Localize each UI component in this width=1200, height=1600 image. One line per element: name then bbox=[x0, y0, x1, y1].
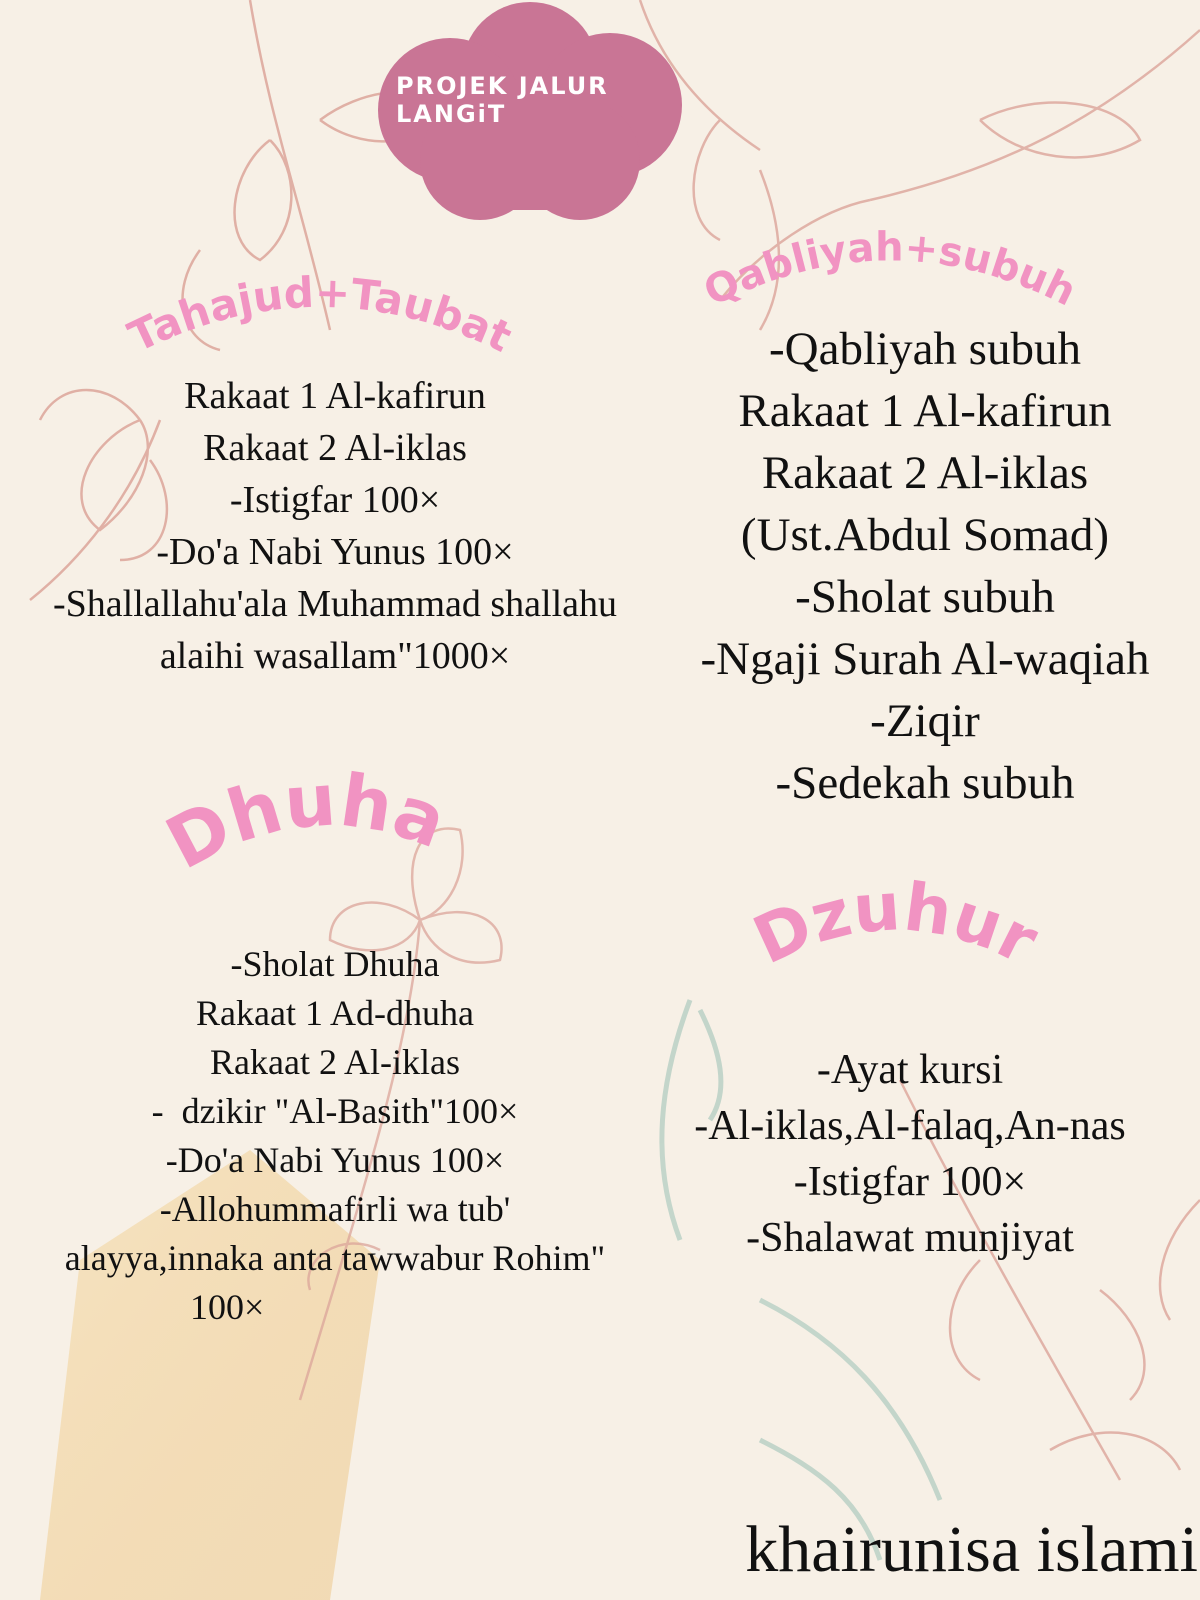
list-line: Rakaat 1 Al-kafirun bbox=[184, 375, 486, 417]
section-tahajud-list bbox=[0, 370, 670, 682]
list-line: 100× bbox=[190, 1287, 265, 1327]
list-line: Rakaat 1 Al-kafirun bbox=[738, 385, 1112, 437]
list-line: -Shalawat munjiyat bbox=[746, 1215, 1074, 1261]
section-title-dhuha bbox=[150, 760, 470, 890]
list-line: -Istigfar 100× bbox=[229, 479, 441, 521]
list-line: -Ayat kursi bbox=[816, 1047, 1004, 1093]
section-qabliyah-list bbox=[660, 318, 1190, 814]
svg-text:Qabliyah+subuh: Qabliyah+subuh bbox=[697, 224, 1084, 316]
list-line: Rakaat 2 Al-iklas bbox=[203, 427, 467, 469]
list-line: -Do'a Nabi Yunus 100× bbox=[156, 531, 514, 573]
list-line: - dzikir "Al-Basith"100× bbox=[151, 1091, 519, 1131]
author-signature: khairunisa islami bbox=[745, 1513, 1198, 1586]
list-line: -Istigfar 100× bbox=[793, 1159, 1027, 1205]
list-line: -Shallallahu'ala Muhammad shallahu bbox=[52, 583, 618, 625]
list-line: (Ust.Abdul Somad) bbox=[740, 509, 1110, 561]
list-line: -Qabliyah subuh bbox=[769, 323, 1081, 375]
list-line: alayya,innaka anta tawwabur Rohim" bbox=[64, 1238, 606, 1278]
list-line: -Sedekah subuh bbox=[775, 757, 1075, 809]
list-line: -Ngaji Surah Al-waqiah bbox=[700, 633, 1150, 685]
list-line: -Sholat subuh bbox=[795, 571, 1055, 623]
list-line: -Sholat Dhuha bbox=[230, 944, 440, 984]
svg-text:Tahajud+Taubat: Tahajud+Taubat bbox=[120, 267, 520, 362]
list-line: -Allohummafirli wa tub' bbox=[159, 1189, 511, 1229]
list-line: -Al-iklas,Al-falaq,An-nas bbox=[694, 1103, 1126, 1149]
svg-text:Dhuha: Dhuha bbox=[152, 760, 457, 886]
section-title-tahajud bbox=[100, 262, 540, 372]
section-title-qabliyah bbox=[690, 218, 1090, 318]
list-line: Rakaat 1 Ad-dhuha bbox=[196, 993, 474, 1033]
section-dhuha-list bbox=[0, 940, 670, 1332]
list-line: Rakaat 2 Al-iklas bbox=[761, 447, 1089, 499]
list-line: alaihi wasallam"1000× bbox=[159, 635, 511, 677]
svg-text:Dzuhur: Dzuhur bbox=[742, 868, 1050, 980]
cloud-badge-label: PROJEK JALUR LANGiT bbox=[396, 72, 609, 128]
list-line: Rakaat 2 Al-iklas bbox=[210, 1042, 460, 1082]
section-dzuhur-list bbox=[660, 1042, 1160, 1266]
section-title-dzuhur bbox=[730, 860, 1060, 990]
list-line: -Do'a Nabi Yunus 100× bbox=[165, 1140, 505, 1180]
list-line: -Ziqir bbox=[870, 695, 980, 747]
